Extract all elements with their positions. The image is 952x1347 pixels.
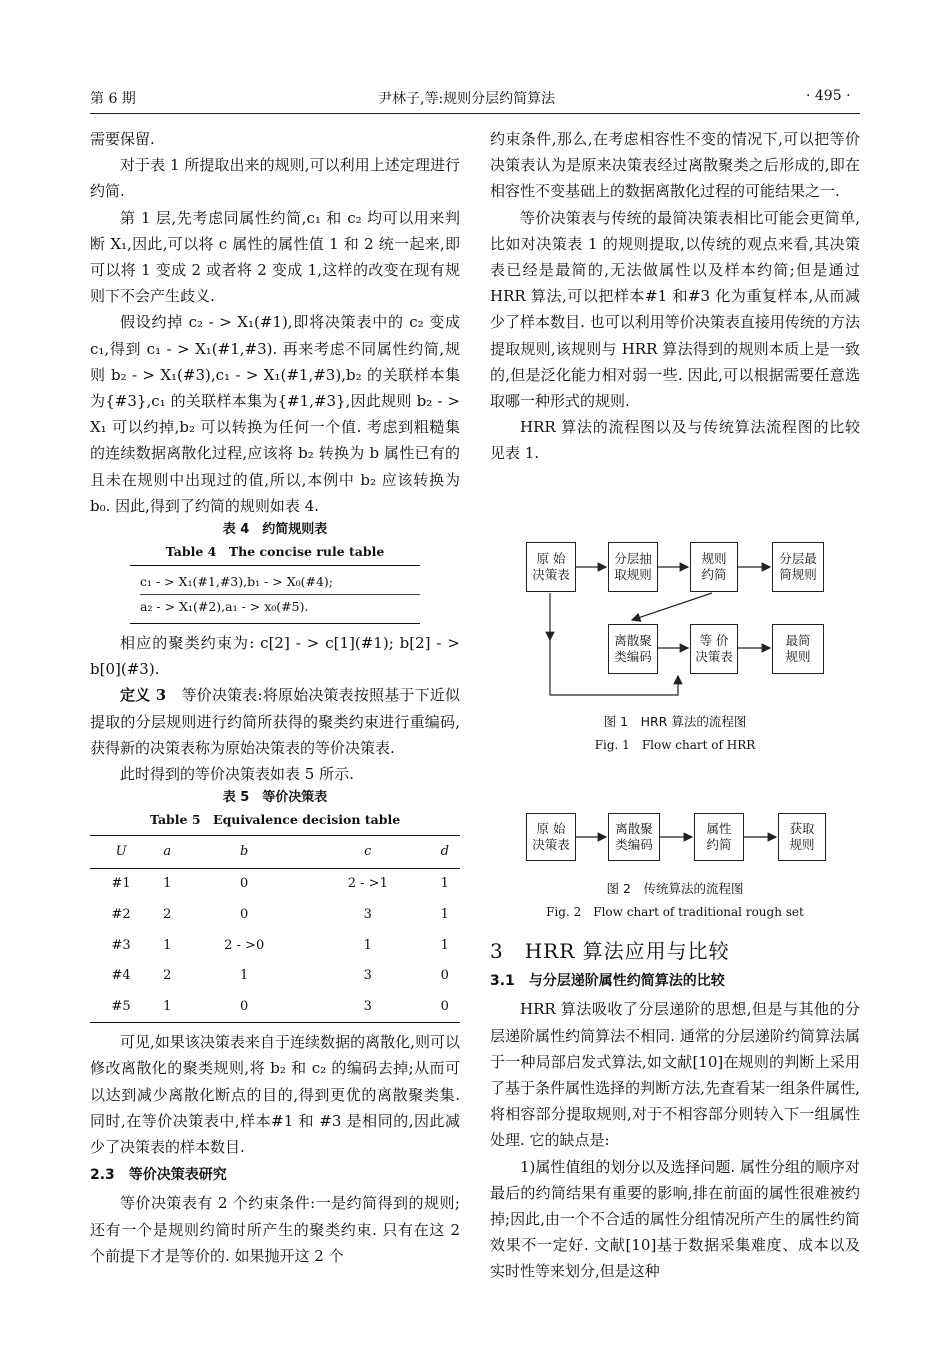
paragraph: 需要保留. — [90, 130, 155, 148]
flow-box-equivalent-table: 等 价 决策表 — [690, 624, 738, 674]
table4-caption-zh: 表 4 约简规则表 — [222, 522, 328, 538]
table-cell: #5 — [90, 992, 152, 1023]
table-cell: 3 — [363, 907, 372, 923]
table-cell: 2 - >0 — [224, 937, 265, 953]
paragraph: 可见,如果该决策表来自于连续数据的离散化,则可以修改离散化的聚类规则,将 b₂ 和 c₂ 的编码去掉;从而可以达到减少离散化断点的目的,得到更优的离散聚类集. 同时,在等价决策表中,样本#1 和 #3 是相同的,因此减少了决策表的样本数目. — [90, 1033, 460, 1157]
table-row — [90, 992, 460, 1023]
table-cell: 0 — [430, 992, 460, 1023]
paragraph: 假设约掉 c₂ - > X₁(#1),即将决策表中的 c₂ 变成 c₁,得到 c₁ - > X₁(#1,#3). 再来考虑不同属性约简,规则 b₂ - > X₁(#3),c₁ - > X₁(#1,#3),b₂ 的关联样本集为{#3},c₁ 的关联样本集为{#1,#3},因此规则 b₂ - > X₁ 可以约掉,b₂ 可以转换为任何一个值. 考虑到粗糙集的连续数据离散化过程,应该将 b₂ 转换为 b 属性已有的且未在规则中出现过的值,所以,本例中 b₂ 应该转换为 b₀. 因此,得到了约简的规则如表 4. — [90, 313, 460, 515]
table5-header: a — [152, 836, 182, 869]
flow-box-simplest-rules-layered: 分层最 简规则 — [772, 542, 824, 592]
figure-2-caption-zh: 图 2 传统算法的流程图 — [606, 881, 744, 896]
figure-1-caption-en: Fig. 1 Flow chart of HRR — [594, 738, 756, 752]
paragraph: 第 1 层,先考虑同属性约简,c₁ 和 c₂ 均可以用来判断 X₁,因此,可以将 c 属性的属性值 1 和 2 统一起来,即可以将 1 变成 2 或者将 2 变成 1,这样的改变在现有规则下不会产生歧义. — [90, 208, 460, 306]
paragraph: 等价决策表有 2 个约束条件:一是约简得到的规则;还有一个是规则约简时所产生的聚类约束. 只有在这 2 个前提下才是等价的. 如果抛开这 2 个 — [90, 1194, 460, 1265]
table-cell: 0 — [240, 907, 249, 923]
flow-box-attribute-reduction: 属性 约简 — [694, 813, 744, 861]
table-cell: 1 — [163, 937, 172, 953]
flow-box-rule-reduction: 规则 约简 — [690, 542, 738, 592]
table-row — [90, 900, 460, 931]
table-cell: 3 — [363, 968, 372, 984]
table-cell: 2 - >1 — [347, 876, 388, 892]
table4-row: a₂ - > X₁(#2),a₁ - > x₀(#5). — [140, 599, 309, 615]
table-cell: 1 — [163, 876, 172, 892]
flow-box-discrete-encoding: 离散聚 类编码 — [608, 624, 658, 674]
header-rule — [90, 113, 860, 114]
left-column — [90, 126, 460, 1269]
definition-text: 等价决策表:将原始决策表按照基于下近似提取的分层规则进行约简所获得的聚类约束进行重编码,获得新的决策表称为原始决策表的等价决策表. — [90, 686, 460, 757]
paragraph: 等价决策表与传统的最简决策表相比可能会更简单,比如对决策表 1 的规则提取,以传统的观点来看,其决策表已经是最简的,无法做属性以及样本约简;但是通过 HRR 算法,可以把样本#1 和#3 化为重复样本,从而减少了样本数目. 也可以利用等价决策表直接用传统的方法提取规则,该规则与 HRR 算法得到的规则本质上是一致的,但是泛化能力相对弱一些. 因此,可以根据需要任意选取哪一种形式的规则. — [490, 208, 860, 411]
table-cell: #1 — [111, 876, 131, 892]
table-cell: 1 — [363, 937, 372, 953]
table-cell: 0 — [240, 876, 249, 892]
table-cell: 1 — [440, 937, 449, 953]
section-heading-3-1: 3.1 与分层递阶属性约简算法的比较 — [490, 973, 725, 990]
paragraph: HRR 算法吸收了分层递阶的思想,但是与其他的分层递阶属性约简算法不相同. 通常的分层递阶约简算法属于一种局部启发式算法,如文献[10]在规则的判断上采用了基于条件属性选择的判断方法,先查看某一组条件属性,将相容部分提取规则,对于不相容部分则转入下一组属性处理. 它的缺点是: — [490, 1000, 860, 1150]
figure-2-caption-en: Fig. 2 Flow chart of traditional rough set — [546, 905, 804, 919]
flow-box-get-rules: 获取 规则 — [778, 813, 826, 861]
table-cell: 0 — [182, 992, 306, 1023]
paragraph: HRR 算法的流程图以及与传统算法流程图的比较见表 1. — [490, 418, 860, 463]
paragraph: 此时得到的等价决策表如表 5 所示. — [120, 765, 354, 784]
table5-header: b — [182, 836, 306, 869]
table5-header: d — [430, 836, 460, 869]
table-cell: #2 — [111, 907, 131, 923]
figure-1 — [490, 530, 860, 760]
flow-box-extract-rules: 分层抽 取规则 — [608, 542, 658, 592]
table-cell: 2 — [163, 968, 172, 984]
table-cell: 0 — [440, 968, 449, 984]
table5-caption-zh: 表 5 等价决策表 — [222, 790, 328, 806]
paragraph: 相应的聚类约束为: c[2] - > c[1](#1); b[2] - > b[0](#3). — [90, 634, 460, 679]
table4 — [130, 565, 420, 624]
flow-box-discrete-encoding: 离散聚 类编码 — [608, 813, 660, 861]
section-heading-2-3: 2.3 等价决策表研究 — [90, 1167, 227, 1184]
section-heading-3: 3 HRR 算法应用与比较 — [490, 939, 730, 963]
issue-number: 第 6 期 — [90, 91, 136, 107]
flow-box-original-table: 原 始 决策表 — [526, 542, 576, 592]
paragraph: 对于表 1 所提取出来的规则,可以利用上述定理进行约简. — [90, 156, 460, 201]
right-column-top — [490, 126, 860, 467]
flow-box-original-table: 原 始 决策表 — [526, 813, 576, 861]
definition-3 — [90, 682, 460, 761]
paragraph: 1)属性值组的划分以及选择问题. 属性分组的顺序对最后的约简结果有重要的影响,排在前面的属性很难被约掉;因此,由一个不合适的属性分组情况所产生的属性约简效果不一定好. 文献[10]基于数据采集难度、成本以及实时性等来划分,但是这种 — [490, 1157, 860, 1281]
definition-label: 定义 3 — [120, 686, 167, 705]
table-row — [90, 961, 460, 992]
table-cell: 1 — [240, 968, 249, 984]
table-row — [90, 869, 460, 900]
page-number: · 495 · — [806, 88, 851, 104]
table-cell: #4 — [111, 968, 131, 984]
table-cell: 1 — [152, 992, 182, 1023]
figure-2 — [490, 805, 860, 925]
running-title: 尹林子,等:规则分层约简算法 — [378, 91, 556, 107]
table4-caption-en: Table 4 The concise rule table — [165, 544, 385, 560]
table5-header: U — [90, 836, 152, 869]
table-cell: 2 — [163, 907, 172, 923]
table-cell: #3 — [111, 937, 131, 953]
table-cell: 1 — [440, 876, 449, 892]
table-row — [90, 930, 460, 961]
table-cell: 3 — [306, 992, 430, 1023]
table4-row: c₁ - > X₁(#1,#3),b₁ - > X₀(#4); — [140, 570, 420, 595]
figure-1-caption-zh: 图 1 HRR 算法的流程图 — [603, 714, 747, 729]
right-column-bottom — [490, 932, 860, 1285]
table5 — [90, 835, 460, 1023]
table5-caption-en: Table 5 Equivalence decision table — [149, 812, 401, 828]
paragraph: 约束条件,那么,在考虑相容性不变的情况下,可以把等价决策表认为是原来决策表经过离散聚类之后形成的,即在相容性不变基础上的数据离散化过程的可能结果之一. — [490, 130, 860, 201]
table5-header: c — [306, 836, 430, 869]
table-cell: 1 — [440, 907, 449, 923]
flow-box-simplest-rules: 最简 规则 — [772, 624, 824, 674]
